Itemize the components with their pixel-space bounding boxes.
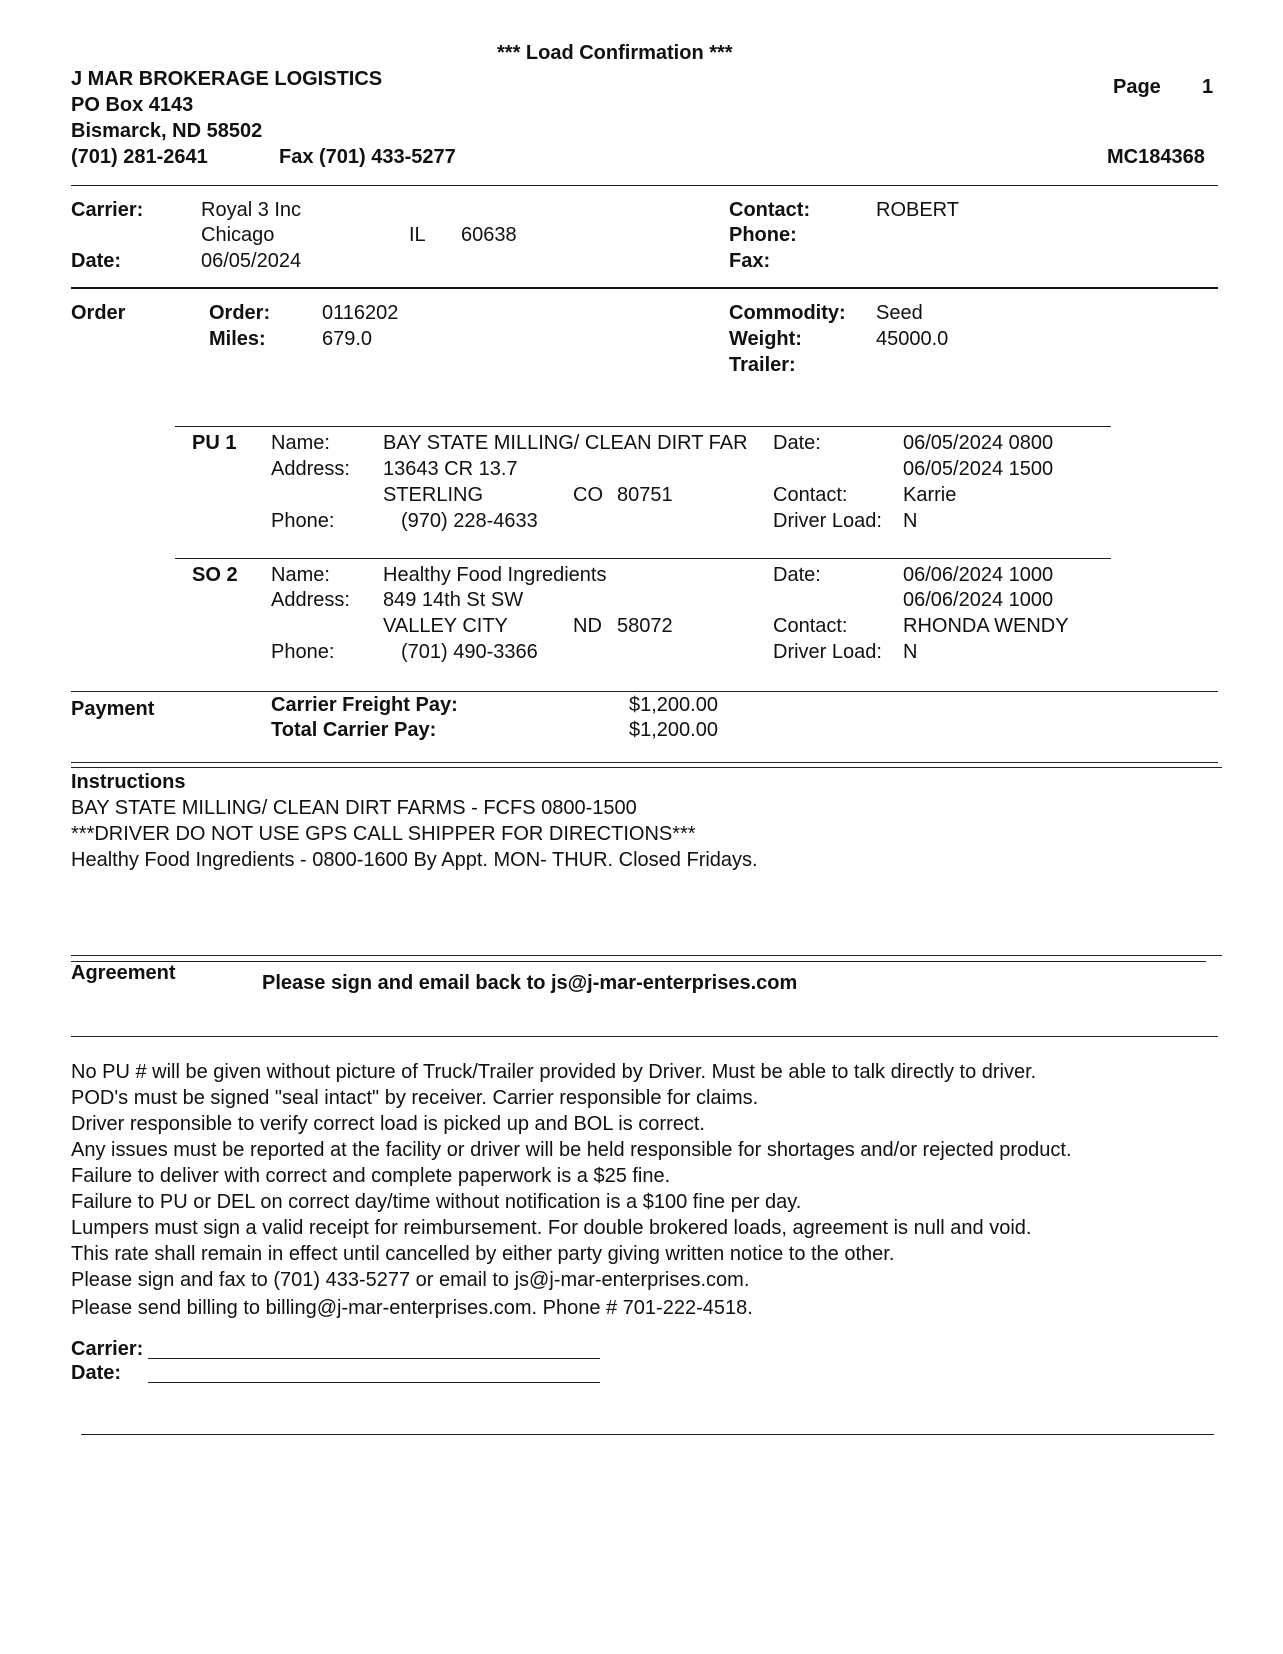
instruction-line: ***DRIVER DO NOT USE GPS CALL SHIPPER FOR DIRECTIONS***: [71, 823, 696, 845]
carrier-phone-label: Phone:: [729, 224, 797, 246]
stop-name-label: Name:: [271, 564, 330, 586]
stop-contact: RHONDA WENDY: [903, 615, 1069, 637]
stop-address: 13643 CR 13.7: [383, 458, 518, 480]
stop-contact: Karrie: [903, 484, 957, 506]
signature-carrier-label: Carrier:: [71, 1338, 144, 1360]
agreement-term: Please sign and fax to (701) 433-5277 or email to js@j-mar-enterprises.com.: [71, 1269, 750, 1291]
stop-driver-load-label: Driver Load:: [773, 641, 882, 663]
stop-state: CO: [573, 484, 603, 506]
instructions-heading: Instructions: [71, 771, 186, 793]
agreement-term: POD's must be signed "seal intact" by receiver. Carrier responsible for claims.: [71, 1087, 759, 1109]
payment-divider: [71, 691, 1218, 692]
stop-phone-label: Phone:: [271, 641, 335, 663]
stop-zip: 80751: [617, 484, 673, 506]
stop-contact-label: Contact:: [773, 484, 848, 506]
carrier-label: Carrier:: [71, 199, 144, 221]
carrier-zip: 60638: [461, 224, 517, 246]
stop-city: VALLEY CITY: [383, 615, 508, 637]
carrier-contact: ROBERT: [876, 199, 959, 221]
agreement-term: Lumpers must sign a valid receipt for reimbursement. For double brokered loads, agreement is null and void.: [71, 1217, 1032, 1239]
agreement-term: No PU # will be given without picture of Truck/Trailer provided by Driver. Must be able to talk directly to driver.: [71, 1061, 1037, 1083]
stop-state: ND: [573, 615, 602, 637]
order-section-label: Order: [71, 302, 126, 324]
carrier-freight-pay-value: $1,200.00: [629, 694, 718, 716]
stop-address: 849 14th St SW: [383, 589, 524, 611]
carrier-name: Royal 3 Inc: [201, 199, 302, 221]
payment-section-label: Payment: [71, 698, 155, 720]
stop-divider: [175, 426, 1111, 427]
stop-driver-load: N: [903, 510, 918, 532]
stop-date-start: 06/06/2024 1000: [903, 564, 1054, 586]
agreement-term: Please send billing to billing@j-mar-enterprises.com. Phone # 701-222-4518.: [71, 1297, 753, 1319]
stop-name: Healthy Food Ingredients: [383, 564, 607, 586]
mc-number: MC184368: [1107, 146, 1205, 168]
stop-driver-load-label: Driver Load:: [773, 510, 882, 532]
payment-divider-bottom: [71, 762, 1218, 763]
carrier-divider: [71, 287, 1218, 289]
page-number: 1: [1202, 76, 1214, 98]
agreement-term: Failure to PU or DEL on correct day/time without notification is a $100 fine per day.: [71, 1191, 802, 1213]
weight-label: Weight:: [729, 328, 802, 350]
stop-driver-load: N: [903, 641, 918, 663]
total-carrier-pay-label: Total Carrier Pay:: [271, 719, 437, 741]
company-fax: Fax (701) 433-5277: [279, 146, 456, 168]
stop-date-start: 06/05/2024 0800: [903, 432, 1054, 454]
carrier-freight-pay-label: Carrier Freight Pay:: [271, 694, 458, 716]
stop-date-label: Date:: [773, 564, 821, 586]
order-label: Order:: [209, 302, 271, 324]
company-phone: (701) 281-2641: [71, 146, 208, 168]
carrier-fax-label: Fax:: [729, 250, 771, 272]
agreement-divider-2: [71, 961, 1206, 962]
stop-divider: [175, 558, 1111, 559]
commodity-value: Seed: [876, 302, 923, 324]
stop-date-end: 06/06/2024 1000: [903, 589, 1054, 611]
stop-code: PU 1: [192, 432, 237, 454]
stop-address-label: Address:: [271, 589, 350, 611]
instruction-line: BAY STATE MILLING/ CLEAN DIRT FARMS - FCFS 0800-1500: [71, 797, 637, 819]
signature-date-label: Date:: [71, 1362, 122, 1384]
agreement-heading: Agreement: [71, 962, 176, 984]
company-address-line2: Bismarck, ND 58502: [71, 120, 263, 142]
instruction-line: Healthy Food Ingredients - 0800-1600 By Appt. MON- THUR. Closed Fridays.: [71, 849, 758, 871]
document-title: *** Load Confirmation ***: [497, 42, 733, 64]
agreement-term: Failure to deliver with correct and complete paperwork is a $25 fine.: [71, 1165, 671, 1187]
agreement-term: This rate shall remain in effect until cancelled by either party giving written notice to the other.: [71, 1243, 895, 1265]
stop-code: SO 2: [192, 564, 238, 586]
miles-label: Miles:: [209, 328, 266, 350]
stop-zip: 58072: [617, 615, 673, 637]
agreement-sign-instruction: Please sign and email back to js@j-mar-enterprises.com: [262, 972, 798, 994]
weight-value: 45000.0: [876, 328, 949, 350]
trailer-label: Trailer:: [729, 354, 796, 376]
stop-phone-label: Phone:: [271, 510, 335, 532]
footer-divider: [81, 1434, 1214, 1435]
stop-address-label: Address:: [271, 458, 350, 480]
agreement-divider-3: [71, 1036, 1218, 1037]
agreement-divider: [71, 955, 1222, 956]
stop-date-label: Date:: [773, 432, 821, 454]
carrier-state: IL: [409, 224, 426, 246]
agreement-term: Any issues must be reported at the facility or driver will be held responsible for shortages and/or rejected product.: [71, 1139, 1072, 1161]
stop-city: STERLING: [383, 484, 484, 506]
confirmation-date: 06/05/2024: [201, 250, 302, 272]
stop-contact-label: Contact:: [773, 615, 848, 637]
signature-date-line[interactable]: [148, 1382, 600, 1383]
stop-phone: (970) 228-4633: [401, 510, 538, 532]
stop-name-label: Name:: [271, 432, 330, 454]
agreement-term: Driver responsible to verify correct load is picked up and BOL is correct.: [71, 1113, 705, 1135]
company-name: J MAR BROKERAGE LOGISTICS: [71, 68, 383, 90]
commodity-label: Commodity:: [729, 302, 846, 324]
header-divider: [71, 185, 1218, 186]
payment-divider-bottom-2: [71, 767, 1222, 768]
date-label: Date:: [71, 250, 122, 272]
order-number: 0116202: [322, 302, 399, 324]
stop-phone: (701) 490-3366: [401, 641, 538, 663]
page-label: Page: [1113, 76, 1161, 98]
stop-name: BAY STATE MILLING/ CLEAN DIRT FAR: [383, 432, 748, 454]
miles-value: 679.0: [322, 328, 373, 350]
carrier-city: Chicago: [201, 224, 275, 246]
total-carrier-pay-value: $1,200.00: [629, 719, 718, 741]
stop-date-end: 06/05/2024 1500: [903, 458, 1054, 480]
signature-carrier-line[interactable]: [148, 1358, 600, 1359]
company-address-line1: PO Box 4143: [71, 94, 194, 116]
contact-label: Contact:: [729, 199, 811, 221]
